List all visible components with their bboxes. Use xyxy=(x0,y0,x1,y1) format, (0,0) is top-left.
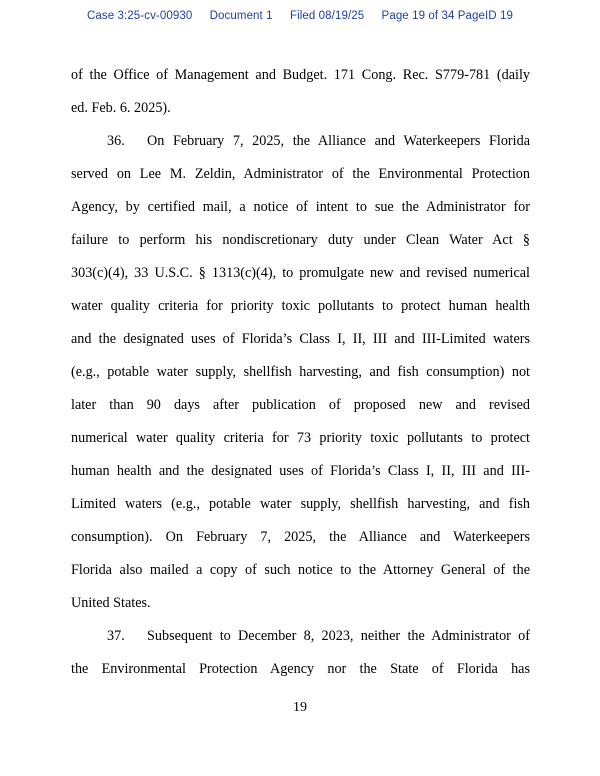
body-line: and the designated uses of Florida’s Class I, II, III and III-Limited waters xyxy=(71,331,530,347)
body-line: Agency, by certified mail, a notice of intent to sue the Administrator for xyxy=(71,199,530,215)
body-line: water quality criteria for priority toxic pollutants to protect human health xyxy=(71,298,530,314)
paragraph-number: 37. xyxy=(107,628,125,644)
body-line: later than 90 days after publication of proposed new and revised xyxy=(71,397,530,413)
body-line: 303(c)(4), 33 U.S.C. § 1313(c)(4), to promulgate new and revised numerical xyxy=(71,265,530,281)
body-line: Limited waters (e.g., potable water supply, shellfish harvesting, and fish xyxy=(71,496,530,512)
body-line: the Environmental Protection Agency nor the State of Florida has xyxy=(71,661,530,677)
body-line: numerical water quality criteria for 73 priority toxic pollutants to protect xyxy=(71,430,530,446)
body-line: On February 7, 2025, the Alliance and Waterkeepers Florida xyxy=(147,133,530,149)
page-id: Page 19 of 34 PageID 19 xyxy=(381,10,514,22)
page-number: 19 xyxy=(293,700,307,715)
body-line: human health and the designated uses of Florida’s Class I, II, III and III- xyxy=(71,463,530,479)
paragraph-36-first-line xyxy=(107,132,530,150)
body-line: ed. Feb. 6. 2025). xyxy=(71,100,171,116)
filed-date: Filed 08/19/25 xyxy=(289,10,365,22)
body-line: failure to perform his nondiscretionary duty under Clean Water Act § xyxy=(71,232,530,248)
paragraph-37-first-line xyxy=(107,627,530,645)
body-line: United States. xyxy=(71,595,151,611)
body-line: of the Office of Management and Budget. 171 Cong. Rec. S779-781 (daily xyxy=(71,67,530,83)
court-filing-header xyxy=(0,10,600,22)
paragraph-number: 36. xyxy=(107,133,125,149)
body-line: Subsequent to December 8, 2023, neither the Administrator of xyxy=(147,628,530,644)
body-line: Florida also mailed a copy of such notice to the Attorney General of the xyxy=(71,562,530,578)
case-number: Case 3:25-cv-00930 xyxy=(86,10,193,22)
body-line: (e.g., potable water supply, shellfish harvesting, and fish consumption) not xyxy=(71,364,530,380)
body-line: consumption). On February 7, 2025, the Alliance and Waterkeepers xyxy=(71,529,530,545)
body-line: served on Lee M. Zeldin, Administrator of the Environmental Protection xyxy=(71,166,530,182)
document-number: Document 1 xyxy=(209,10,273,22)
